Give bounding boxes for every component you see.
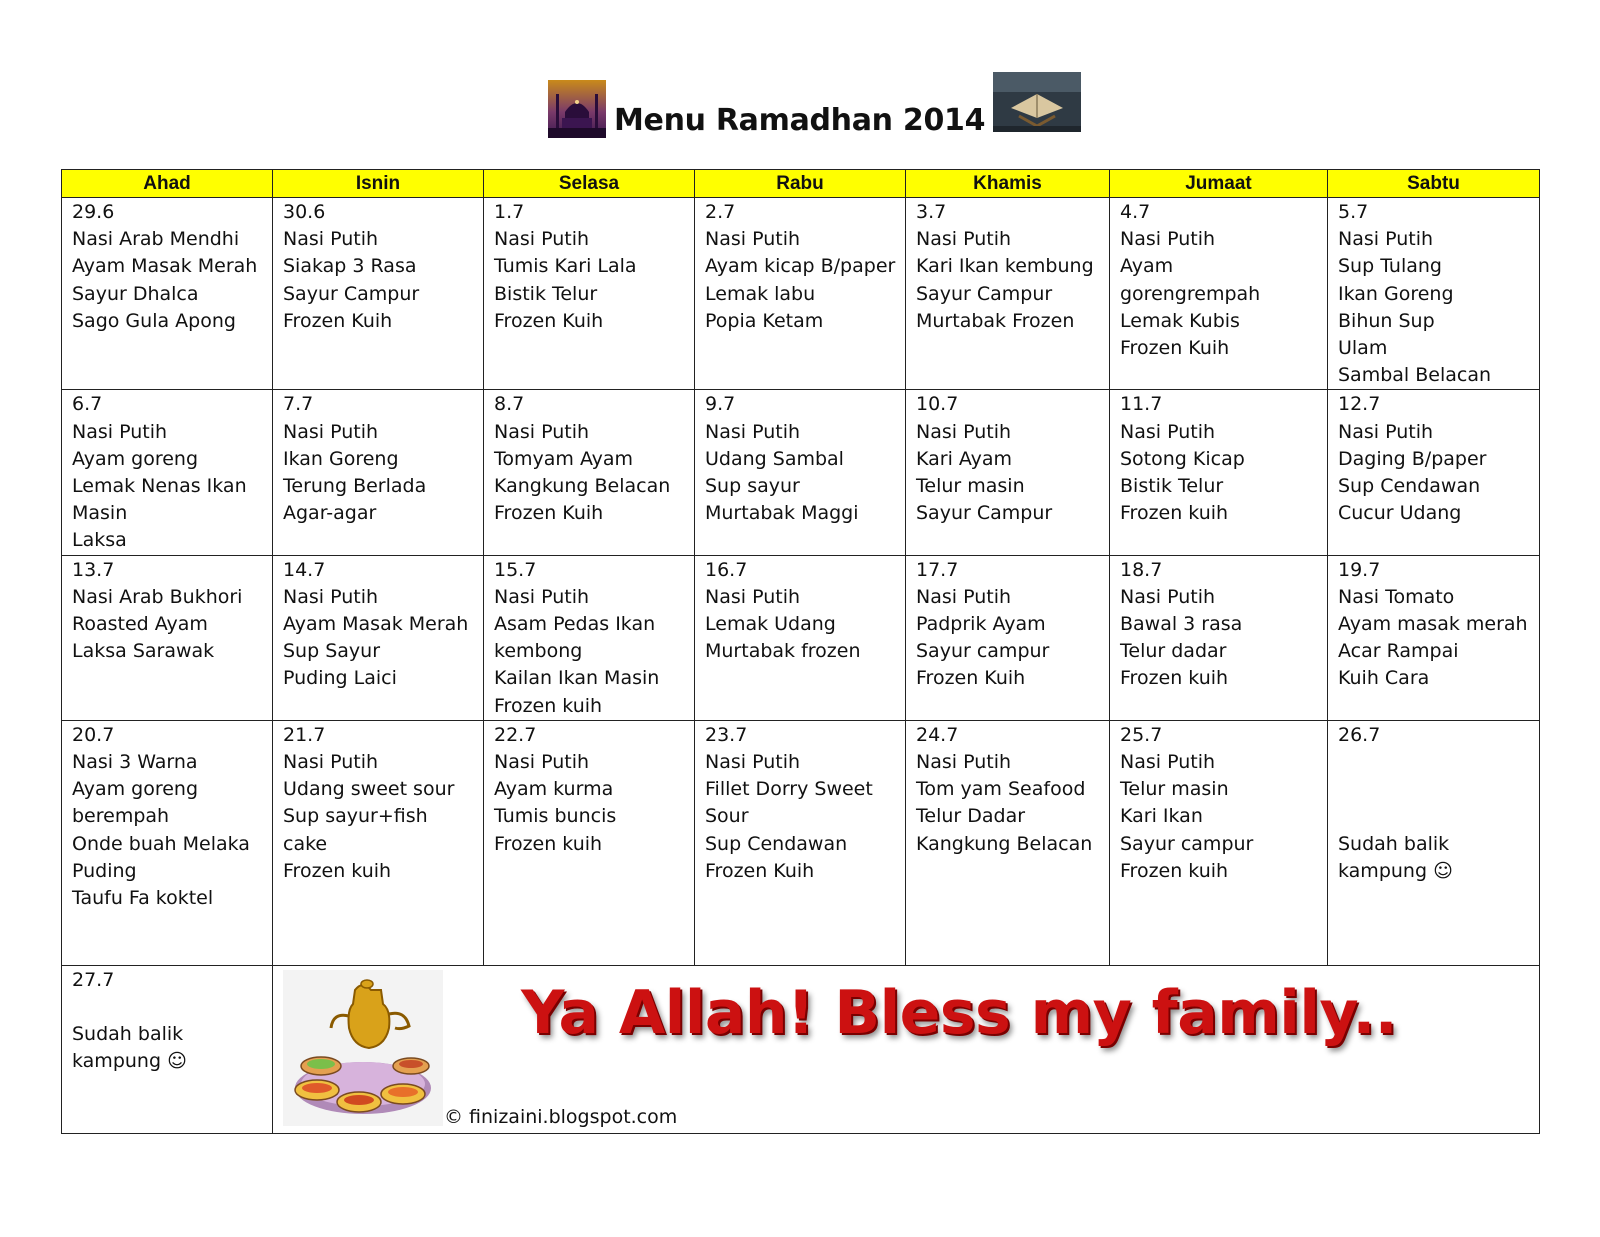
- menu-item: Frozen kuih: [494, 832, 603, 855]
- menu-item: Roasted Ayam: [72, 613, 208, 636]
- menu-item: Lemak Udang: [705, 613, 836, 636]
- menu-item: Cucur Udang: [1338, 502, 1462, 525]
- day-cell: [273, 720, 484, 965]
- day-cell: [484, 390, 695, 555]
- menu-item: Sayur campur: [1120, 832, 1254, 855]
- date-label: 26.7: [1338, 723, 1381, 746]
- menu-item: Sudah balik kampung ☺: [1338, 832, 1453, 882]
- menu-item: Telur Dadar: [916, 805, 1026, 828]
- menu-item: Fillet Dorry Sweet Sour: [705, 778, 873, 828]
- menu-item: Sup Cendawan: [705, 832, 848, 855]
- menu-item: [72, 994, 264, 1021]
- date-label: 24.7: [916, 723, 959, 746]
- menu-item: Nasi Putih: [1120, 585, 1216, 608]
- day-cell: [906, 390, 1110, 555]
- day-cell: [62, 390, 273, 555]
- menu-item: Nasi Putih: [283, 751, 379, 774]
- menu-item: Ayam Masak Merah: [72, 255, 258, 278]
- menu-item: Telur dadar: [1120, 640, 1227, 663]
- header-row: [62, 170, 1540, 198]
- menu-item: Frozen kuih: [494, 694, 603, 717]
- menu-item: Nasi Putih: [494, 228, 590, 251]
- menu-item: Sup Sayur: [283, 640, 381, 663]
- date-label: 29.6: [72, 201, 115, 223]
- date-label: 18.7: [1120, 558, 1163, 581]
- final-row: [62, 965, 1540, 1133]
- menu-item: Kari Ayam: [916, 447, 1013, 470]
- day-cell: [62, 720, 273, 965]
- menu-item: Bihun Sup: [1338, 309, 1435, 332]
- menu-item: Kangkung Belacan: [916, 832, 1093, 855]
- date-label: 22.7: [494, 723, 537, 746]
- menu-item: Bawal 3 rasa: [1120, 613, 1243, 636]
- menu-item: Asam Pedas Ikan kembong: [494, 613, 656, 663]
- menu-item: Ikan Goreng: [283, 447, 399, 470]
- day-cell: [906, 720, 1110, 965]
- menu-item: Kari Ikan kembung: [916, 255, 1094, 278]
- menu-item: Kuih Cara: [1338, 667, 1430, 690]
- menu-item: Nasi Putih: [705, 228, 801, 251]
- day-cell: [484, 720, 695, 965]
- menu-item: Sayur Campur: [916, 282, 1053, 305]
- date-label: 8.7: [494, 393, 525, 416]
- menu-item: Bistik Telur: [494, 282, 598, 305]
- day-cell: [695, 720, 906, 965]
- menu-item: Frozen Kuih: [916, 667, 1026, 690]
- menu-item: Frozen Kuih: [494, 309, 604, 332]
- menu-item: Nasi Tomato: [1338, 585, 1455, 608]
- menu-item: Nasi Putih: [1338, 228, 1434, 251]
- week-row: [62, 198, 1540, 390]
- menu-item: Frozen kuih: [1120, 859, 1229, 882]
- menu-item: Laksa Sarawak: [72, 640, 215, 663]
- menu-item: Ikan Goreng: [1338, 282, 1454, 305]
- menu-item: Padprik Ayam: [916, 613, 1046, 636]
- day-header-selasa: Selasa: [484, 170, 695, 198]
- day-cell: [906, 555, 1110, 720]
- menu-item: Sup sayur: [705, 475, 800, 498]
- day-cell: [695, 390, 906, 555]
- menu-item: Lemak Nenas Ikan Masin: [72, 475, 247, 525]
- menu-item: Nasi Putih: [72, 420, 168, 443]
- menu-item: Kangkung Belacan: [494, 475, 671, 498]
- menu-item: Lemak labu: [705, 282, 816, 305]
- mosque-icon: [548, 80, 606, 138]
- menu-item: Frozen Kuih: [494, 502, 604, 525]
- menu-item: Popia Ketam: [705, 309, 824, 332]
- menu-item: Nasi Putih: [283, 585, 379, 608]
- menu-item: Ayam kicap B/paper: [705, 255, 896, 278]
- menu-item: Nasi Putih: [916, 420, 1012, 443]
- week-row: [62, 390, 1540, 555]
- menu-item: [1338, 803, 1531, 830]
- menu-item: Nasi Putih: [1338, 420, 1434, 443]
- menu-item: Nasi Arab Mendhi: [72, 228, 240, 251]
- day-header-rabu: Rabu: [695, 170, 906, 198]
- menu-item: Ayam kurma: [494, 778, 614, 801]
- day-cell: [695, 198, 906, 390]
- menu-item: Kari Ikan: [1120, 805, 1203, 828]
- day-cell: [1328, 555, 1540, 720]
- date-label: 6.7: [72, 393, 103, 416]
- blessing-text: Ya Allah! Bless my family..: [521, 977, 1398, 1048]
- menu-item: Nasi Arab Bukhori: [72, 585, 243, 608]
- day-cell: [484, 198, 695, 390]
- menu-item: Ayam gorengrempah: [1120, 255, 1261, 305]
- menu-item: Telur masin: [1120, 778, 1229, 801]
- day-cell: [62, 198, 273, 390]
- menu-item: Sudah balik kampung ☺: [72, 1023, 187, 1073]
- menu-item: Nasi Putih: [1120, 751, 1216, 774]
- menu-item: Daging B/paper: [1338, 447, 1487, 470]
- menu-item: Sayur Campur: [916, 502, 1053, 525]
- day-header-jumaat: Jumaat: [1110, 170, 1328, 198]
- menu-item: Nasi Putih: [1120, 228, 1216, 251]
- day-cell: [1328, 720, 1540, 965]
- day-cell: [273, 198, 484, 390]
- day-cell: [1110, 198, 1328, 390]
- menu-item: Puding: [72, 859, 137, 882]
- copyright-text: © finizaini.blogspot.com: [444, 1105, 678, 1128]
- day-cell: [1110, 390, 1328, 555]
- menu-item: Nasi Putih: [283, 228, 379, 251]
- date-label: 20.7: [72, 723, 115, 746]
- menu-item: Ayam goreng berempah: [72, 778, 199, 828]
- menu-item: Telur masin: [916, 475, 1025, 498]
- date-label: 4.7: [1120, 201, 1151, 223]
- menu-item: Murtabak Frozen: [916, 309, 1075, 332]
- date-label: 25.7: [1120, 723, 1163, 746]
- date-label: 14.7: [283, 558, 326, 581]
- date-label: 12.7: [1338, 393, 1381, 416]
- menu-item: Puding Laici: [283, 667, 397, 690]
- day-cell: [695, 555, 906, 720]
- menu-item: Frozen Kuih: [705, 859, 815, 882]
- menu-item: Ayam masak merah: [1338, 613, 1528, 636]
- menu-item: Nasi Putih: [1120, 420, 1216, 443]
- menu-item: Sambal Belacan: [1338, 364, 1492, 387]
- date-label: 15.7: [494, 558, 537, 581]
- menu-table: [61, 169, 1540, 1134]
- menu-item: Frozen kuih: [1120, 667, 1229, 690]
- day-cell: [1328, 198, 1540, 390]
- date-label: 21.7: [283, 723, 326, 746]
- menu-item: Terung Berlada: [283, 475, 427, 498]
- menu-item: Sotong Kicap: [1120, 447, 1245, 470]
- menu-item: Sayur campur: [916, 640, 1050, 663]
- day-cell: [62, 965, 273, 1133]
- day-cell: [484, 555, 695, 720]
- date-label: 10.7: [916, 393, 959, 416]
- menu-item: Nasi 3 Warna: [72, 751, 198, 774]
- menu-item: Sup sayur+fish cake: [283, 805, 428, 855]
- date-label: 30.6: [283, 201, 326, 223]
- menu-item: Murtabak frozen: [705, 640, 861, 663]
- menu-item: Frozen Kuih: [283, 309, 393, 332]
- menu-item: Nasi Putih: [494, 420, 590, 443]
- day-cell: [273, 390, 484, 555]
- week-row: [62, 720, 1540, 965]
- date-label: 27.7: [72, 968, 115, 991]
- day-header-isnin: Isnin: [273, 170, 484, 198]
- menu-item: Bistik Telur: [1120, 475, 1224, 498]
- date-label: 19.7: [1338, 558, 1381, 581]
- menu-item: Nasi Putih: [705, 420, 801, 443]
- menu-item: Murtabak Maggi: [705, 502, 859, 525]
- menu-item: Sago Gula Apong: [72, 309, 236, 332]
- date-label: 2.7: [705, 201, 736, 223]
- menu-item: Nasi Putih: [283, 420, 379, 443]
- menu-item: Kailan Ikan Masin: [494, 667, 660, 690]
- menu-item: Tomyam Ayam: [494, 447, 634, 470]
- day-header-sabtu: Sabtu: [1328, 170, 1540, 198]
- menu-item: Sup Tulang: [1338, 255, 1442, 278]
- menu-item: [1338, 776, 1531, 803]
- date-label: 13.7: [72, 558, 115, 581]
- menu-item: Tom yam Seafood: [916, 778, 1086, 801]
- menu-item: Tumis Kari Lala: [494, 255, 637, 278]
- menu-item: Siakap 3 Rasa: [283, 255, 417, 278]
- menu-item: Nasi Putih: [916, 228, 1012, 251]
- menu-item: Nasi Putih: [494, 751, 590, 774]
- menu-item: Agar-agar: [283, 502, 377, 525]
- menu-item: Laksa: [72, 529, 127, 552]
- day-cell: [1328, 390, 1540, 555]
- menu-item: Nasi Putih: [916, 751, 1012, 774]
- date-label: 11.7: [1120, 393, 1163, 416]
- date-label: 9.7: [705, 393, 736, 416]
- menu-item: Sup Cendawan: [1338, 475, 1481, 498]
- date-label: 17.7: [916, 558, 959, 581]
- quran-stand-icon: [993, 72, 1081, 132]
- title-area: [548, 72, 1081, 142]
- menu-item: Frozen kuih: [283, 859, 392, 882]
- day-cell: [62, 555, 273, 720]
- menu-item: Ayam Masak Merah: [283, 613, 469, 636]
- menu-item: Acar Rampai: [1338, 640, 1459, 663]
- menu-item: Onde buah Melaka: [72, 832, 250, 855]
- menu-item: Sayur Dhalca: [72, 282, 199, 305]
- day-header-khamis: Khamis: [906, 170, 1110, 198]
- blessing-banner: [273, 965, 1540, 1133]
- menu-item: Frozen kuih: [1120, 502, 1229, 525]
- date-label: 5.7: [1338, 201, 1369, 223]
- menu-item: [1338, 749, 1531, 776]
- menu-item: Taufu Fa koktel: [72, 887, 214, 910]
- date-label: 23.7: [705, 723, 748, 746]
- day-cell: [1110, 720, 1328, 965]
- week-row: [62, 555, 1540, 720]
- date-label: 1.7: [494, 201, 525, 223]
- feast-platter-icon: [283, 970, 443, 1126]
- day-cell: [273, 555, 484, 720]
- menu-item: Nasi Putih: [705, 585, 801, 608]
- day-header-ahad: Ahad: [62, 170, 273, 198]
- date-label: 3.7: [916, 201, 947, 223]
- page-title: Menu Ramadhan 2014: [614, 103, 986, 138]
- day-cell: [906, 198, 1110, 390]
- menu-item: Tumis buncis: [494, 805, 617, 828]
- menu-item: Udang Sambal: [705, 447, 844, 470]
- menu-item: Lemak Kubis: [1120, 309, 1240, 332]
- menu-item: Frozen Kuih: [1120, 337, 1230, 360]
- menu-item: Sayur Campur: [283, 282, 420, 305]
- date-label: 16.7: [705, 558, 748, 581]
- menu-item: Ayam goreng: [72, 447, 199, 470]
- day-cell: [1110, 555, 1328, 720]
- menu-item: Udang sweet sour: [283, 778, 455, 801]
- menu-item: Nasi Putih: [494, 585, 590, 608]
- menu-item: Nasi Putih: [916, 585, 1012, 608]
- menu-item: Nasi Putih: [705, 751, 801, 774]
- date-label: 7.7: [283, 393, 314, 416]
- menu-item: Ulam: [1338, 337, 1388, 360]
